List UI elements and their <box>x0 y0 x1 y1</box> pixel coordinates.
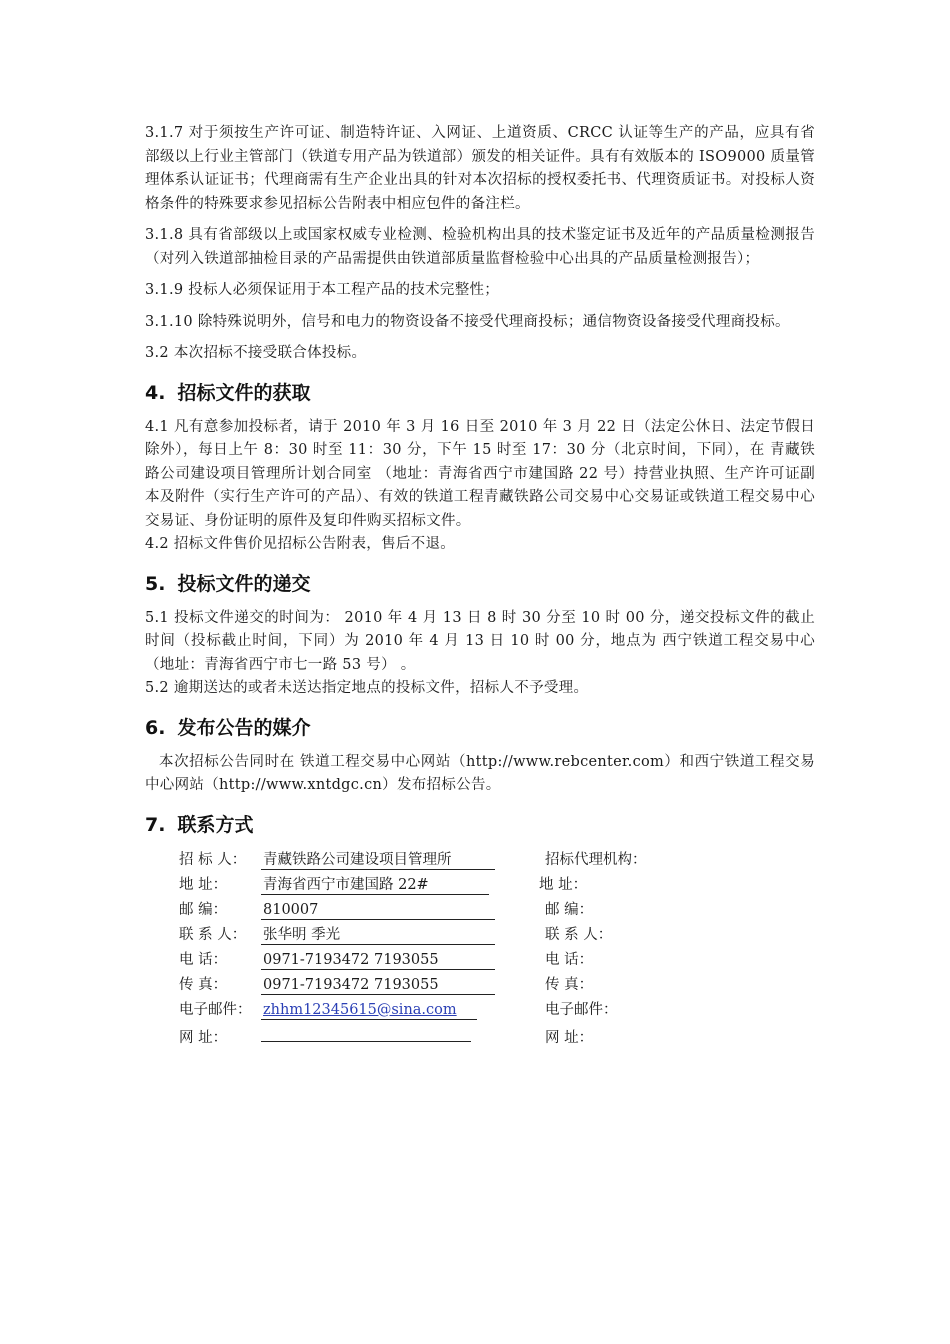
paragraph-3-1-10: 3.1.10 除特殊说明外，信号和电力的物资设备不接受代理商投标；通信物资设备接受代理商投标。 <box>145 313 790 330</box>
contact-label: 招 标 人： <box>179 851 247 868</box>
contact-value: 0971-7193472 7193055 <box>261 951 495 970</box>
contact-row-phone <box>179 948 815 973</box>
contact-value <box>261 1023 471 1042</box>
contact-value: 810007 <box>261 901 495 920</box>
email-link[interactable] <box>261 1001 477 1020</box>
paragraph-4-1: 4.1 凡有意参加投标者，请于 2010 年 3 月 16 日至 2010 年 3 月 22 日（法定公休日、法定节假日除外），每日上午 8：30 时至 11：30 分，下午 15 时至 17：30 分（北京时间，下同），在 青藏铁路公司建设项目管理所计划合同室 （地址：青海省西宁市建国路 22 号）持营业执照、生产许可证副本及附件（实行生产许可的产品）、有效的铁道工程青藏铁路公司交易中心交易证或铁道工程交易中心交易证、身份证明的原件及复印件购买招标文件。 <box>145 418 815 529</box>
contact-value: 青藏铁路公司建设项目管理所 <box>261 851 495 870</box>
agency-label: 电子邮件： <box>545 1001 618 1018</box>
document-page <box>145 122 815 1048</box>
section-number: 5. <box>145 572 166 595</box>
section-title: 招标文件的获取 <box>177 381 311 404</box>
contact-value: 0971-7193472 7193055 <box>261 976 495 995</box>
section-heading-7 <box>145 812 815 838</box>
agency-label: 联 系 人： <box>545 926 613 943</box>
contact-label: 电 话： <box>179 951 228 968</box>
contact-row-person <box>179 923 815 948</box>
agency-label: 邮 编： <box>545 901 594 918</box>
paragraph-3-2: 3.2 本次招标不接受联合体投标。 <box>145 345 367 361</box>
section-heading-4 <box>145 380 815 406</box>
contact-row-tenderer <box>179 848 815 873</box>
agency-label: 招标代理机构： <box>545 851 647 868</box>
section-title: 投标文件的递交 <box>177 572 311 595</box>
contact-table <box>179 848 815 1048</box>
paragraph-3-1-9: 3.1.9 投标人必须保证用于本工程产品的技术完整性； <box>145 282 500 298</box>
contact-label: 地 址： <box>179 876 228 893</box>
contact-row-postcode <box>179 898 815 923</box>
section-heading-6 <box>145 715 815 741</box>
section-number: 7. <box>145 813 166 836</box>
agency-label: 传 真： <box>545 976 594 993</box>
paragraph-3-1-8: 3.1.8 具有省部级以上或国家权威专业检测、检验机构出具的技术鉴定证书及近年的产品质量检测报告（对列入铁道部抽检目录的产品需提供由铁道部质量监督检验中心出具的产品质量检测报告）； <box>145 227 815 267</box>
paragraph-4-2: 4.2 招标文件售价见招标公告附表，售后不退。 <box>145 536 456 552</box>
section-title: 联系方式 <box>177 813 254 836</box>
section-number: 4. <box>145 381 166 404</box>
contact-label: 传 真： <box>179 976 228 993</box>
paragraph-5-2: 5.2 逾期送达的或者未送达指定地点的投标文件，招标人不予受理。 <box>145 680 589 696</box>
contact-value: 张华明 季光 <box>261 926 495 945</box>
contact-row-fax <box>179 973 815 998</box>
agency-label: 地 址： <box>539 876 588 893</box>
contact-row-email <box>179 998 815 1023</box>
contact-label: 邮 编： <box>179 901 228 918</box>
paragraph-3-1-7: 3.1.7 对于须按生产许可证、制造特许证、入网证、上道资质、CRCC 认证等生产的产品，应具有省部级以上行业主管部门（铁道专用产品为铁道部）颁发的相关证件。具有有效版本的 ISO9000 质量管理体系认证证书；代理商需有生产企业出具的针对本次招标的授权委托书、代理资质证书。对投标人资格条件的特殊要求参见招标公告附表中相应包件的备注栏。 <box>145 125 815 212</box>
paragraph-6-1: 本次招标公告同时在 铁道工程交易中心网站（http://www.rebcenter.com）和西宁铁道工程交易中心网站（http://www.xntdgc.cn）发布招标公告。 <box>145 753 815 793</box>
agency-label: 网 址： <box>545 1029 594 1046</box>
contact-label: 电子邮件： <box>179 1001 252 1018</box>
contact-value: 青海省西宁市建国路 22# <box>261 876 489 895</box>
agency-label: 电 话： <box>545 951 594 968</box>
contact-row-address <box>179 873 815 898</box>
email-text[interactable]: zhhm12345615@sina.com <box>263 1001 457 1018</box>
section-heading-5 <box>145 571 815 597</box>
section-title: 发布公告的媒介 <box>177 716 311 739</box>
paragraph-5-1: 5.1 投标文件递交的时间为： 2010 年 4 月 13 日 8 时 30 分至 10 时 00 分，递交投标文件的截止时间（投标截止时间，下同）为 2010 年 4 月 13 日 10 时 00 分，地点为 西宁铁道工程交易中心（地址：青海省西宁市七一路 53 号） 。 <box>145 609 815 673</box>
contact-label: 网 址： <box>179 1029 228 1046</box>
contact-label: 联 系 人： <box>179 926 247 943</box>
section-number: 6. <box>145 716 166 739</box>
contact-row-website <box>179 1023 815 1048</box>
